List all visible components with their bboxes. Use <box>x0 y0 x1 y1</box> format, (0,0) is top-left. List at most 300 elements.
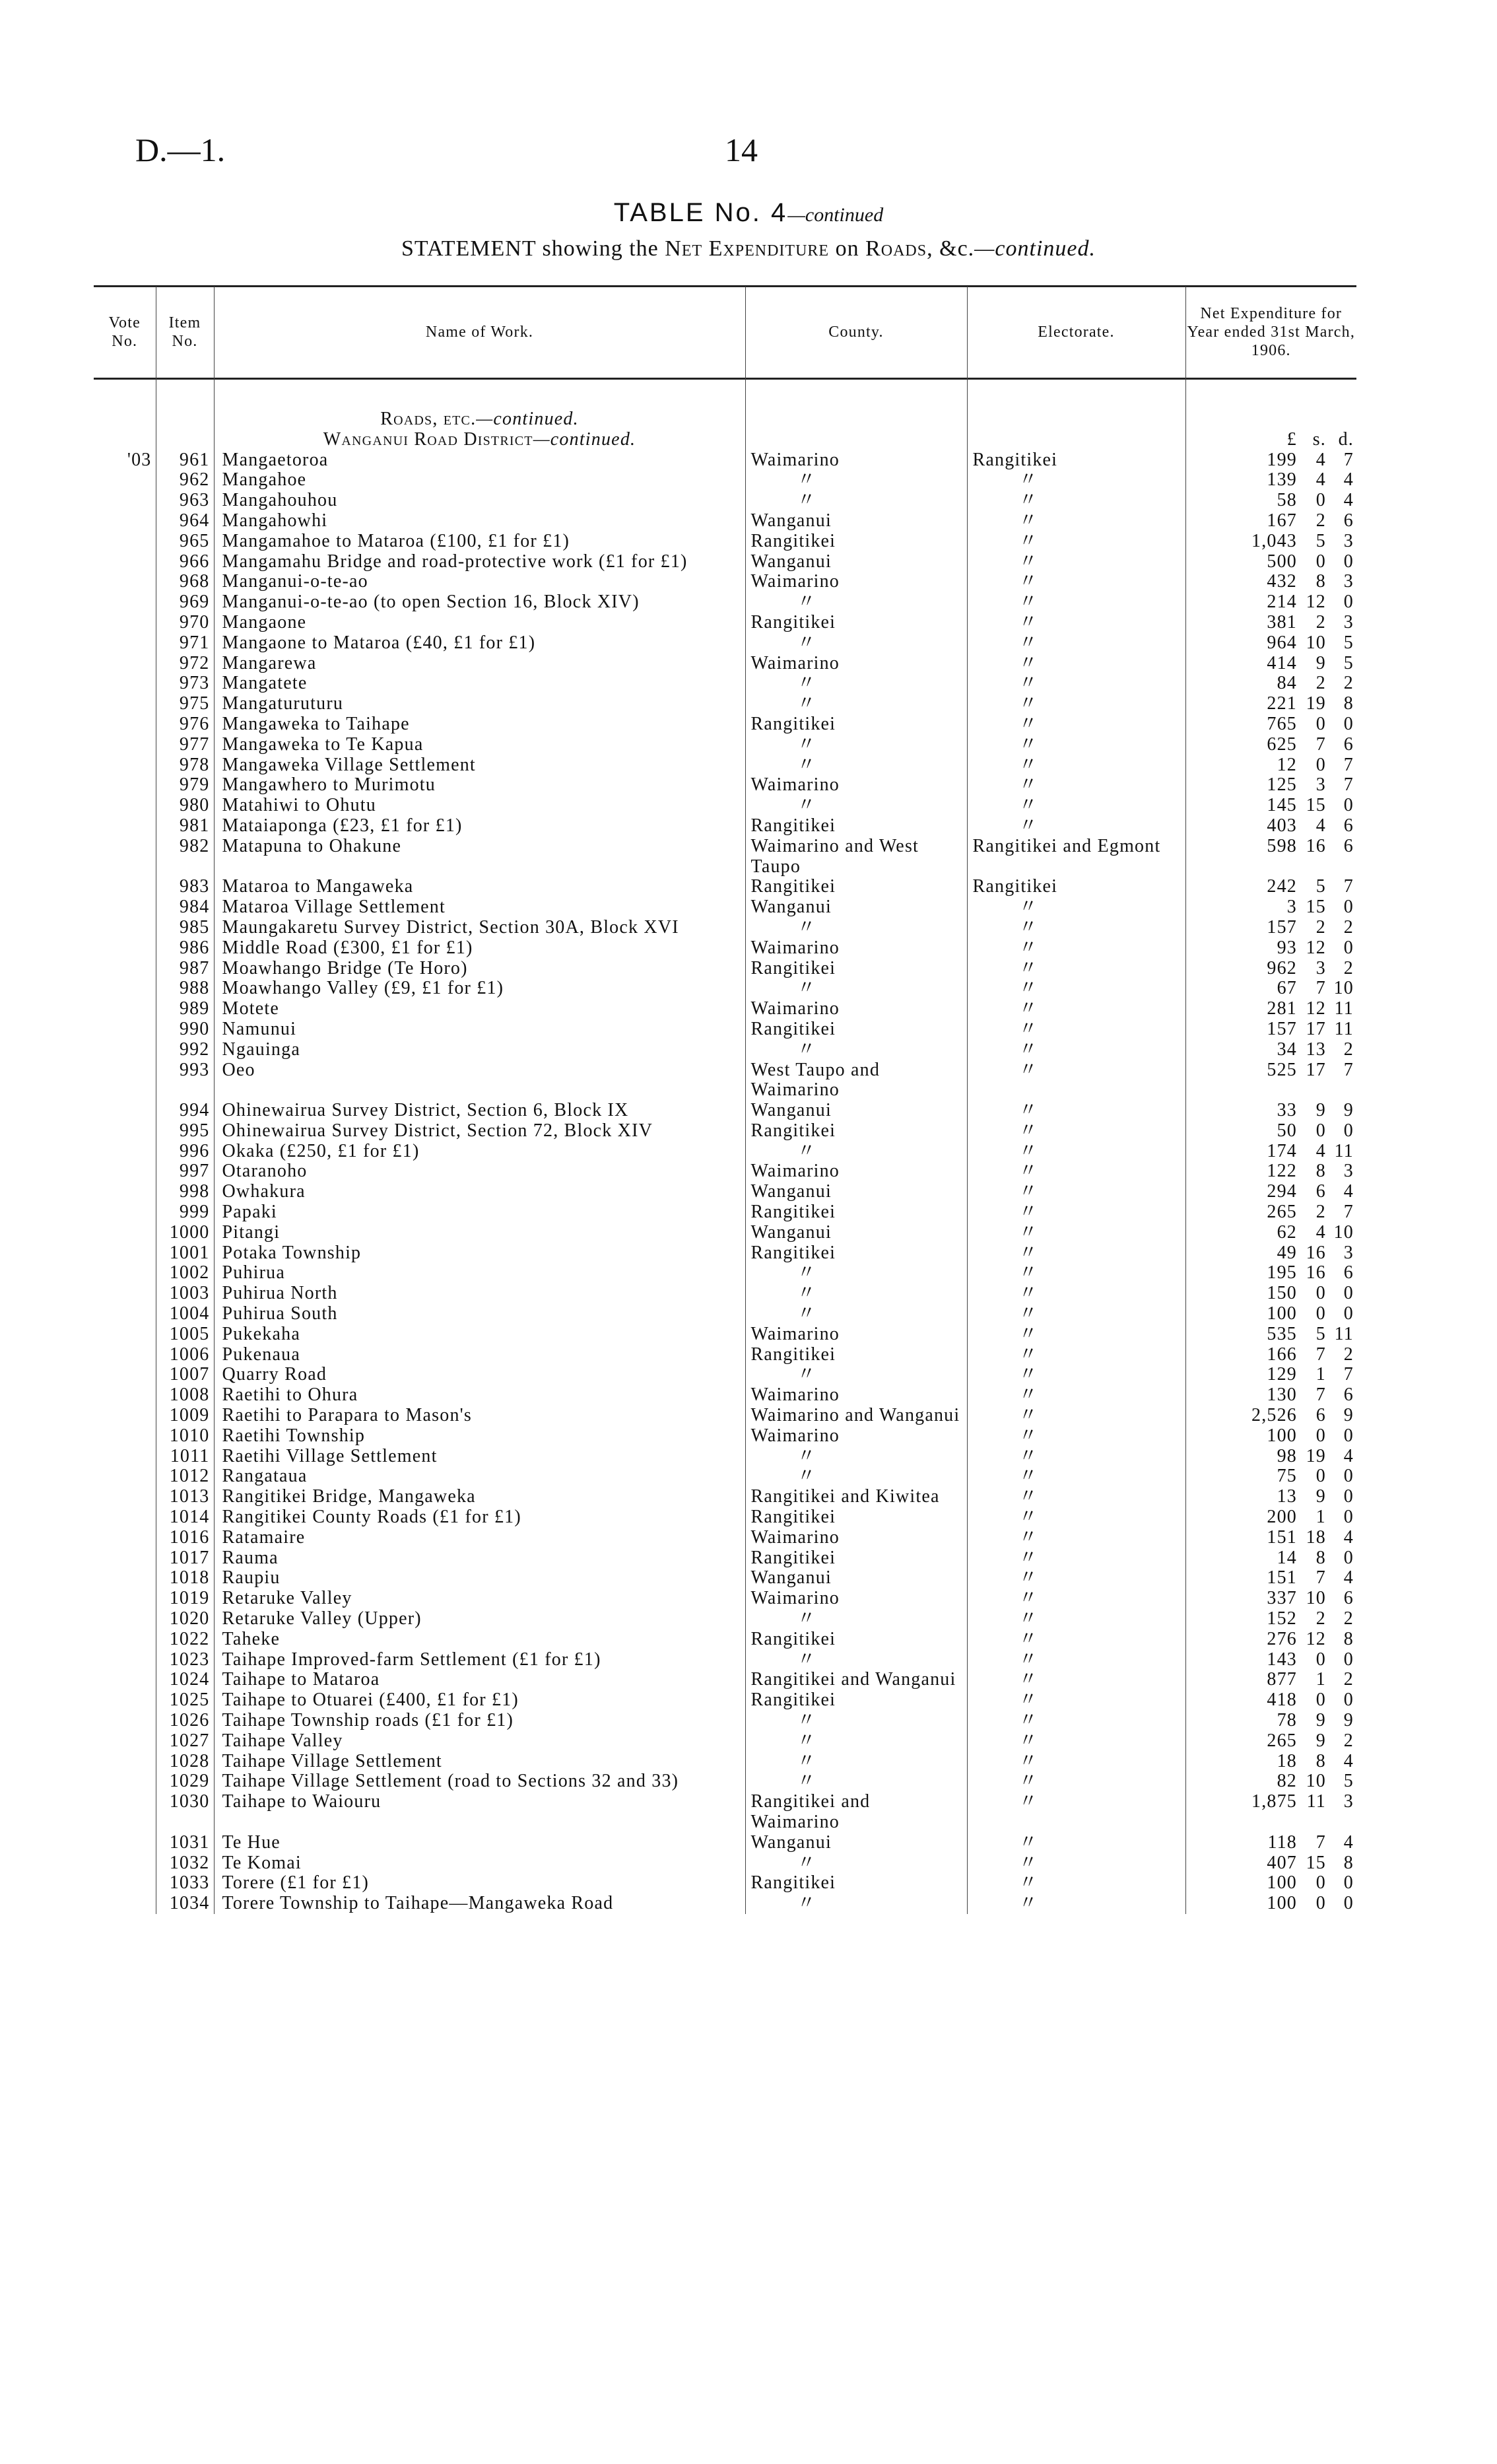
name-of-work-cell <box>214 1283 745 1304</box>
item-no-cell <box>156 1466 214 1487</box>
subtitle-caps2: Roads <box>865 236 927 261</box>
item-no: 986 <box>179 937 210 958</box>
vote-no-cell <box>94 1345 156 1365</box>
name-of-work: Rangitikei Bridge, Mangaweka <box>222 1486 476 1507</box>
electorate: 〃 <box>1018 1161 1038 1182</box>
net-expenditure-cell <box>1185 1324 1356 1345</box>
amount-pence: 0 <box>1343 1120 1354 1141</box>
vote-no-cell <box>94 1690 156 1711</box>
net-expenditure-cell <box>1185 1101 1356 1121</box>
amount-shillings: 0 <box>1315 1649 1326 1670</box>
table-row <box>94 1121 1356 1142</box>
county-cell <box>745 1650 967 1670</box>
electorate-cell <box>967 1121 1185 1142</box>
item-no: 1023 <box>169 1649 210 1670</box>
county-cell <box>745 1263 967 1283</box>
county: Rangitikei <box>750 1628 836 1649</box>
amount-pence: 4 <box>1343 1526 1354 1548</box>
amount-pence: 0 <box>1343 1547 1354 1568</box>
name-of-work-cell <box>214 1528 745 1548</box>
amount-pounds: 765 <box>1267 713 1297 734</box>
item-no: 990 <box>179 1018 210 1039</box>
amount-pence: 7 <box>1343 1059 1354 1080</box>
electorate-cell <box>967 1263 1185 1283</box>
amount-pounds: 174 <box>1267 1140 1297 1161</box>
amount-pence: 3 <box>1343 1161 1354 1182</box>
name-of-work: Taihape Village Settlement <box>222 1750 442 1771</box>
amount-shillings: 12 <box>1306 1628 1326 1649</box>
electorate-cell <box>967 1243 1185 1264</box>
amount-pence: 4 <box>1343 469 1354 491</box>
amount-shillings: 15 <box>1306 1852 1326 1873</box>
amount-shillings: 7 <box>1315 1831 1326 1853</box>
amount-pounds: 93 <box>1277 937 1297 958</box>
amount-pence: 4 <box>1343 1750 1354 1771</box>
electorate: Rangitikei <box>972 876 1058 897</box>
amount-shillings: 9 <box>1315 1730 1326 1751</box>
amount-pence: 0 <box>1343 937 1354 958</box>
county-cell <box>745 1161 967 1182</box>
section-heading-row <box>94 409 1356 430</box>
item-no-cell <box>156 1406 214 1426</box>
amount-pounds: 139 <box>1267 469 1297 491</box>
amount-pounds: 13 <box>1277 1486 1297 1507</box>
county-cell <box>745 654 967 674</box>
item-no: 994 <box>179 1100 210 1121</box>
item-no-cell <box>156 1019 214 1040</box>
name-of-work-cell <box>214 1365 745 1385</box>
name-of-work: Otaranoho <box>222 1161 308 1182</box>
net-expenditure-cell <box>1185 938 1356 959</box>
item-no-cell <box>156 1263 214 1283</box>
vote-no-cell <box>94 1650 156 1670</box>
net-expenditure-cell <box>1185 1345 1356 1365</box>
item-no-cell <box>156 1752 214 1772</box>
electorate: 〃 <box>1018 592 1038 613</box>
name-of-work-cell <box>214 1345 745 1365</box>
pounds-header: £ <box>1286 428 1297 450</box>
name-of-work: Raetihi Township <box>222 1425 366 1446</box>
vote-no-cell <box>94 470 156 491</box>
amount-pence: 8 <box>1343 1852 1354 1873</box>
county: Wanganui <box>750 1221 832 1243</box>
electorate-cell <box>967 694 1185 714</box>
district-heading-row <box>94 430 1356 450</box>
county-cell <box>745 1426 967 1447</box>
vote-no-cell <box>94 1101 156 1121</box>
county-cell <box>745 1466 967 1487</box>
electorate: 〃 <box>1018 998 1038 1019</box>
table-row <box>94 837 1356 877</box>
electorate-cell <box>967 1771 1185 1792</box>
table-row <box>94 1345 1356 1365</box>
electorate: 〃 <box>1018 1120 1038 1141</box>
electorate: 〃 <box>1018 1669 1038 1690</box>
amount-pounds: 418 <box>1267 1690 1297 1711</box>
amount-shillings: 9 <box>1315 652 1326 673</box>
amount-pounds: 167 <box>1267 510 1297 531</box>
net-expenditure-cell <box>1185 1426 1356 1447</box>
net-expenditure-cell <box>1185 1019 1356 1040</box>
net-expenditure-cell <box>1185 978 1356 999</box>
electorate: 〃 <box>1018 1242 1038 1263</box>
county: 〃 <box>797 1262 816 1283</box>
county: Rangitikei <box>750 530 836 551</box>
district-heading <box>214 430 745 450</box>
county-cell <box>745 470 967 491</box>
county: 〃 <box>797 734 816 755</box>
vote-no-cell <box>94 694 156 714</box>
item-no-cell <box>156 1873 214 1894</box>
name-of-work-cell <box>214 1771 745 1792</box>
table-row <box>94 1771 1356 1792</box>
electorate-cell <box>967 1324 1185 1345</box>
item-no: 987 <box>179 957 210 978</box>
table-row <box>94 491 1356 511</box>
amount-pounds: 78 <box>1277 1710 1297 1730</box>
net-expenditure-cell <box>1185 1528 1356 1548</box>
item-no-cell <box>156 572 214 592</box>
amount-pence: 7 <box>1343 774 1354 796</box>
name-of-work-cell <box>214 897 745 918</box>
amount-pence: 11 <box>1334 1323 1354 1344</box>
county: Rangitikei <box>750 1507 836 1528</box>
item-no: 1007 <box>169 1364 210 1385</box>
amount-shillings: 1 <box>1315 1364 1326 1385</box>
item-no-cell <box>156 978 214 999</box>
county-cell <box>745 633 967 654</box>
name-of-work: Raetihi Village Settlement <box>222 1445 438 1466</box>
county: Rangitikei <box>750 815 836 836</box>
amount-pounds: 152 <box>1267 1608 1297 1629</box>
item-no-cell <box>156 1182 214 1202</box>
item-no-cell <box>156 999 214 1019</box>
net-expenditure-cell <box>1185 450 1356 471</box>
item-no: 980 <box>179 795 210 816</box>
amount-pence: 3 <box>1343 1242 1354 1263</box>
electorate-cell <box>967 1792 1185 1833</box>
item-no: 1002 <box>169 1262 210 1283</box>
county: Waimarino and West Taupo <box>750 835 919 877</box>
electorate: 〃 <box>1018 1730 1038 1751</box>
amount-pounds: 199 <box>1267 449 1297 470</box>
electorate: 〃 <box>1018 1791 1038 1812</box>
amount-pence: 0 <box>1343 1486 1354 1507</box>
amount-shillings: 16 <box>1306 1262 1326 1283</box>
table-row <box>94 999 1356 1019</box>
item-no-cell <box>156 1894 214 1914</box>
table-row <box>94 897 1356 918</box>
name-of-work: Okaka (£250, £1 for £1) <box>222 1140 420 1161</box>
amount-pence: 0 <box>1343 1690 1354 1711</box>
county-cell <box>745 1833 967 1853</box>
amount-pounds: 130 <box>1267 1385 1297 1406</box>
county-cell <box>745 1771 967 1792</box>
amount-pence: 7 <box>1343 876 1354 897</box>
county: Rangitikei <box>750 1202 836 1223</box>
electorate-cell <box>967 552 1185 572</box>
county: Rangitikei <box>750 1872 836 1894</box>
vote-no-cell <box>94 552 156 572</box>
electorate: 〃 <box>1018 713 1038 734</box>
electorate-cell <box>967 1060 1185 1101</box>
vote-no-cell <box>94 1853 156 1874</box>
amount-pounds: 598 <box>1267 835 1297 856</box>
county: 〃 <box>797 916 816 938</box>
item-no: 1018 <box>169 1567 210 1589</box>
item-no-cell <box>156 654 214 674</box>
amount-pounds: 381 <box>1267 611 1297 633</box>
amount-shillings: 7 <box>1315 1344 1326 1365</box>
electorate-cell <box>967 1202 1185 1223</box>
electorate-cell <box>967 1182 1185 1202</box>
amount-shillings: 4 <box>1315 1140 1326 1161</box>
county-cell <box>745 837 967 877</box>
name-of-work-cell <box>214 450 745 471</box>
name-of-work: Pukenaua <box>222 1344 300 1365</box>
amount-shillings: 6 <box>1315 1405 1326 1426</box>
table-row <box>94 1406 1356 1426</box>
amount-pence: 2 <box>1343 1344 1354 1365</box>
vote-no-cell <box>94 450 156 471</box>
net-expenditure-cell <box>1185 816 1356 837</box>
electorate-cell <box>967 1670 1185 1690</box>
county-cell <box>745 714 967 735</box>
item-no-cell <box>156 1609 214 1629</box>
vote-no-cell <box>94 1223 156 1243</box>
name-of-work-cell <box>214 735 745 755</box>
name-of-work: Taihape Township roads (£1 for £1) <box>222 1710 514 1730</box>
amount-pounds: 12 <box>1277 754 1297 775</box>
name-of-work-cell <box>214 673 745 694</box>
amount-pounds: 877 <box>1267 1669 1297 1690</box>
table-row <box>94 1589 1356 1609</box>
item-no: 1028 <box>169 1750 210 1771</box>
county: Waimarino and Wanganui <box>750 1405 960 1426</box>
name-of-work: Potaka Township <box>222 1242 362 1263</box>
electorate: 〃 <box>1018 1100 1038 1121</box>
amount-shillings: 7 <box>1315 734 1326 755</box>
amount-shillings: 0 <box>1315 1893 1326 1914</box>
amount-pence: 11 <box>1334 1018 1354 1039</box>
amount-shillings: 0 <box>1315 1303 1326 1324</box>
item-no-cell <box>156 938 214 959</box>
electorate-cell <box>967 1711 1185 1731</box>
net-expenditure-cell <box>1185 1670 1356 1690</box>
name-of-work: Mangahoe <box>222 469 307 491</box>
county: 〃 <box>797 754 816 775</box>
electorate-cell <box>967 1161 1185 1182</box>
electorate: 〃 <box>1018 1181 1038 1202</box>
county: Rangitikei and Kiwitea <box>750 1486 940 1507</box>
name-of-work-cell <box>214 511 745 531</box>
amount-pounds: 166 <box>1267 1344 1297 1365</box>
electorate: 〃 <box>1018 774 1038 796</box>
electorate-cell <box>967 572 1185 592</box>
amount-pence: 6 <box>1343 815 1354 836</box>
item-no-cell <box>156 1528 214 1548</box>
electorate-cell <box>967 1142 1185 1162</box>
name-of-work-cell <box>214 1833 745 1853</box>
electorate-cell <box>967 450 1185 471</box>
table-row <box>94 1385 1356 1406</box>
amount-pence: 0 <box>1343 1649 1354 1670</box>
amount-pence: 2 <box>1343 1669 1354 1690</box>
amount-pounds: 281 <box>1267 998 1297 1019</box>
county: 〃 <box>797 1771 816 1792</box>
name-of-work-cell <box>214 1142 745 1162</box>
county-cell <box>745 1324 967 1345</box>
electorate: 〃 <box>1018 551 1038 572</box>
name-of-work: Taihape to Mataroa <box>222 1669 380 1690</box>
electorate: 〃 <box>1018 693 1038 714</box>
name-of-work: Taheke <box>222 1628 281 1649</box>
item-no: 1026 <box>169 1710 210 1730</box>
amount-pence: 3 <box>1343 530 1354 551</box>
amount-shillings: 10 <box>1306 632 1326 653</box>
county-cell <box>745 1345 967 1365</box>
name-of-work-cell <box>214 1182 745 1202</box>
name-of-work: Te Hue <box>222 1831 281 1853</box>
amount-shillings: 1 <box>1315 1669 1326 1690</box>
table-row <box>94 959 1356 979</box>
net-expenditure-cell <box>1185 1406 1356 1426</box>
district-heading-suffix: —continued. <box>533 428 636 450</box>
county-cell <box>745 1792 967 1833</box>
county-cell <box>745 897 967 918</box>
county: 〃 <box>797 693 816 714</box>
electorate: 〃 <box>1018 1425 1038 1446</box>
county-cell <box>745 1142 967 1162</box>
amount-pence: 0 <box>1343 1425 1354 1446</box>
item-no-cell <box>156 531 214 552</box>
name-of-work: Puhirua North <box>222 1283 338 1304</box>
county: Wanganui <box>750 1831 832 1853</box>
amount-pence: 2 <box>1343 1730 1354 1751</box>
electorate: Rangitikei and Egmont <box>972 835 1161 856</box>
net-expenditure-cell <box>1185 1894 1356 1914</box>
name-of-work: Puhirua <box>222 1262 286 1283</box>
electorate-cell <box>967 918 1185 938</box>
table-row <box>94 470 1356 491</box>
amount-shillings: 0 <box>1315 754 1326 775</box>
county: Rangitikei <box>750 1344 836 1365</box>
county: Wanganui <box>750 1567 832 1589</box>
amount-shillings: 12 <box>1306 937 1326 958</box>
county-cell <box>745 816 967 837</box>
electorate: 〃 <box>1018 1303 1038 1324</box>
electorate-cell <box>967 1223 1185 1243</box>
county-cell <box>745 572 967 592</box>
county-cell <box>745 1182 967 1202</box>
item-no: 979 <box>179 774 210 796</box>
amount-pounds: 100 <box>1267 1425 1297 1446</box>
county-cell <box>745 1589 967 1609</box>
electorate-cell <box>967 816 1185 837</box>
table-row <box>94 918 1356 938</box>
vote-no-cell <box>94 918 156 938</box>
item-no: 1025 <box>169 1690 210 1711</box>
amount-pounds: 151 <box>1267 1567 1297 1589</box>
name-of-work: Mangahouhou <box>222 490 338 511</box>
name-of-work: Ratamaire <box>222 1526 306 1548</box>
table-row <box>94 572 1356 592</box>
amount-pounds: 962 <box>1267 957 1297 978</box>
table-row <box>94 654 1356 674</box>
amount-shillings: 10 <box>1306 1771 1326 1792</box>
net-expenditure-cell <box>1185 877 1356 897</box>
name-of-work: Retaruke Valley <box>222 1588 352 1609</box>
amount-pence: 3 <box>1343 611 1354 633</box>
vote-no-cell <box>94 1548 156 1569</box>
vote-no: '03 <box>127 449 152 470</box>
amount-pounds: 150 <box>1267 1283 1297 1304</box>
item-no-cell <box>156 1731 214 1752</box>
item-no: 1024 <box>169 1669 210 1690</box>
table-row <box>94 1731 1356 1752</box>
name-of-work-cell <box>214 775 745 796</box>
county-cell <box>745 1101 967 1121</box>
electorate: 〃 <box>1018 978 1038 999</box>
name-of-work-cell <box>214 1304 745 1324</box>
name-of-work: Mangarewa <box>222 652 317 673</box>
table-row <box>94 1853 1356 1874</box>
county-cell <box>745 1528 967 1548</box>
name-of-work-cell <box>214 633 745 654</box>
county: 〃 <box>797 1445 816 1466</box>
net-expenditure-cell <box>1185 470 1356 491</box>
item-no: 1010 <box>169 1425 210 1446</box>
item-no: 1008 <box>169 1385 210 1406</box>
amount-shillings: 3 <box>1315 957 1326 978</box>
electorate: 〃 <box>1018 611 1038 633</box>
name-of-work: Quarry Road <box>222 1364 327 1385</box>
name-of-work-cell <box>214 755 745 776</box>
electorate-cell <box>967 1528 1185 1548</box>
vote-no-cell <box>94 796 156 816</box>
vote-no-cell <box>94 633 156 654</box>
electorate: 〃 <box>1018 571 1038 592</box>
vote-no-cell <box>94 1711 156 1731</box>
county-cell <box>745 999 967 1019</box>
item-no-cell <box>156 1324 214 1345</box>
net-expenditure-cell <box>1185 1853 1356 1874</box>
vote-no-cell <box>94 1365 156 1385</box>
name-of-work-cell <box>214 1385 745 1406</box>
county-cell <box>745 1568 967 1589</box>
electorate: 〃 <box>1018 1872 1038 1894</box>
electorate-cell <box>967 1466 1185 1487</box>
amount-pence: 4 <box>1343 1181 1354 1202</box>
electorate: 〃 <box>1018 1140 1038 1161</box>
item-no: 1005 <box>169 1323 210 1344</box>
vote-no-cell <box>94 1121 156 1142</box>
name-of-work: Mangaetoroa <box>222 449 329 470</box>
vote-no-cell <box>94 1752 156 1772</box>
item-no-cell <box>156 1345 214 1365</box>
electorate: 〃 <box>1018 1466 1038 1487</box>
county-cell <box>745 1690 967 1711</box>
county-cell <box>745 592 967 613</box>
item-no: 971 <box>179 632 210 653</box>
item-no-cell <box>156 1853 214 1874</box>
name-of-work-cell <box>214 491 745 511</box>
amount-pence: 4 <box>1343 1445 1354 1466</box>
amount-shillings: 4 <box>1315 469 1326 491</box>
amount-pence: 5 <box>1343 632 1354 653</box>
electorate-cell <box>967 1487 1185 1507</box>
shillings-header: s. <box>1312 428 1326 450</box>
